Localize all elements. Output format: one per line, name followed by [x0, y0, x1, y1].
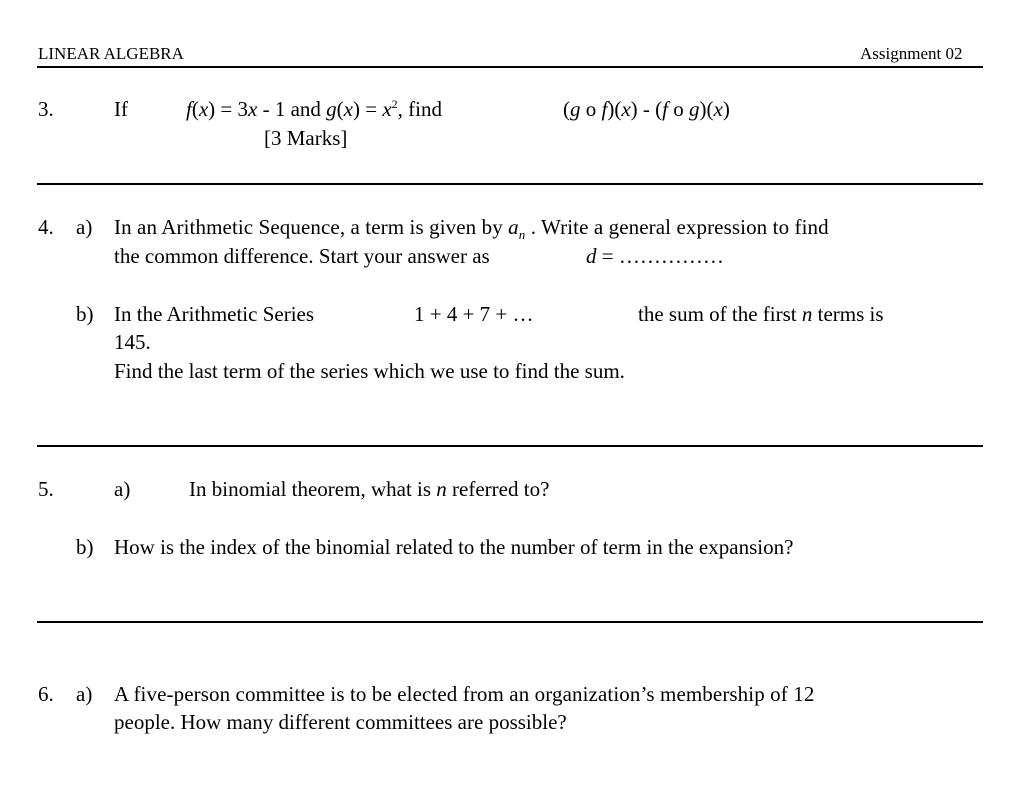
part-a-answer-start: d = …………… — [586, 244, 724, 268]
course-title: LINEAR ALGEBRA — [38, 44, 184, 63]
part-a-label: a) — [76, 215, 93, 239]
part-a-label: a) — [114, 477, 131, 501]
part-a-line-1: In an Arithmetic Sequence, a term is given by $a_n$ . Write a general expression to find — [114, 215, 829, 242]
if-word: If — [114, 97, 128, 121]
question-number: 5. — [38, 477, 54, 501]
marks-label: [3 Marks] — [264, 126, 348, 150]
part-b-line-3: Find the last term of the series which we use to find the sum. — [114, 359, 625, 383]
section-divider — [37, 445, 983, 447]
part-b-text-continued: the sum of the first n terms is — [638, 302, 884, 326]
function-definitions: f(x) = 3x - 1 and $g(x) = x^2$, find — [186, 97, 442, 121]
part-a-line-2: the common difference. Start your answer as — [114, 244, 490, 268]
header-rule — [37, 66, 983, 68]
section-divider — [37, 621, 983, 623]
part-b-text: How is the index of the binomial related to the number of term in the expansion? — [114, 535, 794, 559]
part-b-label: b) — [76, 535, 94, 559]
part-a-line-1: A five-person committee is to be elected from an organization’s membership of 12 — [114, 682, 815, 706]
part-a-label: a) — [76, 682, 93, 706]
question-number: 4. — [38, 215, 54, 239]
part-b-line-2: 145. — [114, 330, 151, 354]
assignment-label: Assignment 02 — [860, 44, 963, 63]
part-b-label: b) — [76, 302, 94, 326]
composition-expression: (g o f)(x) - (f o g)(x) — [563, 97, 730, 121]
question-number: 3. — [38, 97, 54, 121]
series-expression: 1 + 4 + 7 + … — [414, 302, 534, 326]
section-divider — [37, 183, 983, 185]
part-b-text: In the Arithmetic Series — [114, 302, 315, 326]
part-a-line-2: people. How many different committees are possible? — [114, 710, 567, 734]
part-a-text: In binomial theorem, what is n referred to? — [189, 477, 550, 501]
question-number: 6. — [38, 682, 54, 706]
